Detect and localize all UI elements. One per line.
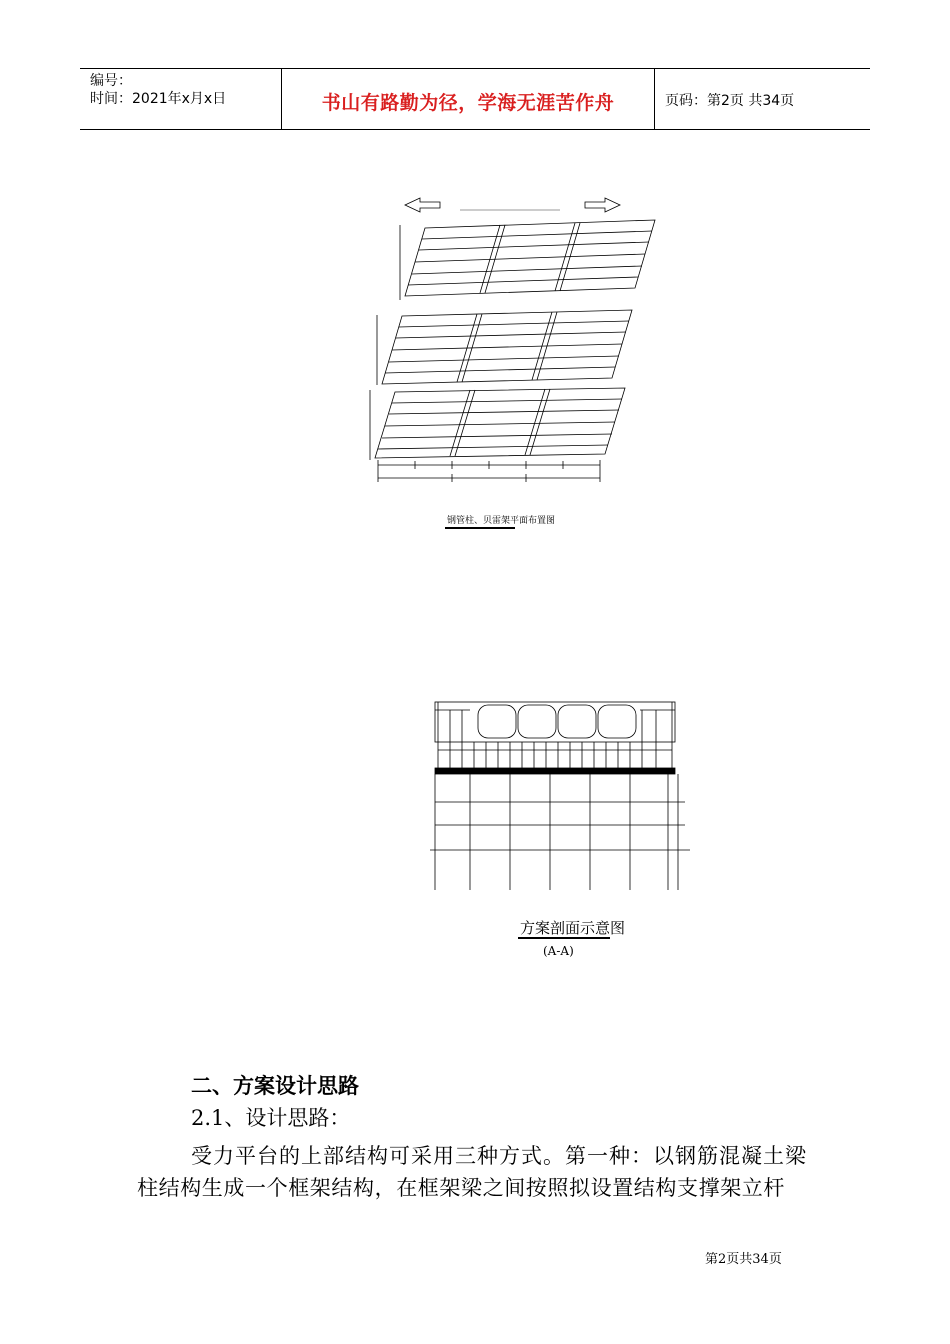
section-drawing — [410, 690, 710, 900]
section-subcaption: (A-A) — [543, 944, 574, 958]
header-right-cell — [655, 69, 870, 129]
header-middle-cell — [282, 69, 655, 129]
section-caption: 方案剖面示意图 — [520, 919, 626, 937]
number-label: 编号： — [90, 73, 132, 89]
header-page-info: 页码：第2页 共34页 — [665, 93, 795, 109]
header-left-cell — [80, 69, 282, 129]
plan-caption-underline — [445, 527, 515, 529]
header-slogan: 书山有路勤为径，学海无涯苦作舟 — [321, 92, 615, 114]
plan-caption: 钢管柱、贝雷架平面布置图 — [447, 516, 556, 526]
section-caption-underline — [518, 937, 610, 939]
page-footer: 第2页共34页 — [705, 1252, 782, 1267]
plan-drawing-svg — [360, 190, 660, 495]
paragraph-line-1: 受力平台的上部结构可采用三种方式。第一种：以钢筋混凝土梁 — [191, 1144, 807, 1168]
plan-layout-drawing — [360, 190, 660, 495]
paragraph-line-2: 柱结构生成一个框架结构，在框架梁之间按照拟设置结构支撑架立杆 — [137, 1176, 785, 1200]
date-label: 时间：2021年x月x日 — [90, 91, 227, 107]
section-drawing-svg — [410, 690, 710, 900]
document-header — [80, 68, 870, 130]
section-heading: 二、方案设计思路 — [191, 1074, 359, 1098]
sub-heading: 2.1、设计思路： — [191, 1106, 351, 1130]
